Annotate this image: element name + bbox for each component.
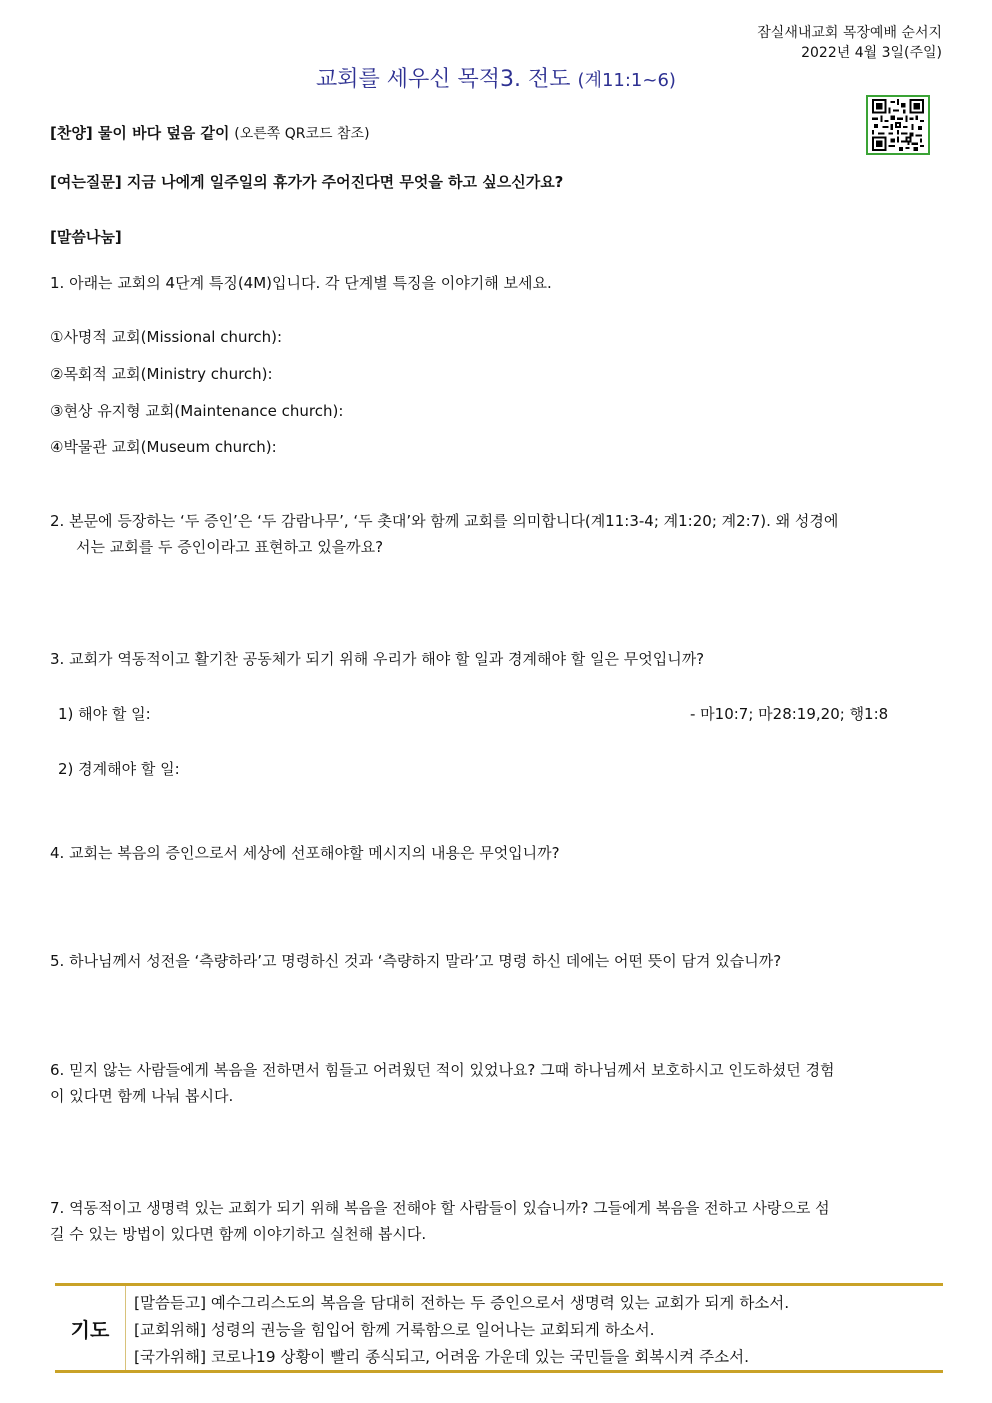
q6-line: 6. 믿지 않는 사람들에게 복음을 전하면서 힘들고 어려웠던 적이 있었나요? 그때 하나님께서 보호하시고 인도하셨던 경험 [50, 1061, 835, 1079]
section-label: [말씀나눔] [50, 228, 122, 246]
header-organization: 잠실새내교회 목장예배 순서지 [757, 25, 942, 41]
qr-code[interactable] [866, 95, 930, 155]
q2-line: 서는 교회를 두 증인이라고 표현하고 있을까요? [76, 538, 384, 556]
question-6 [50, 1057, 942, 1109]
qr-code-icon [870, 99, 926, 151]
question-2 [50, 508, 942, 560]
prayer-label: 기도 [55, 1286, 126, 1370]
page-title [0, 62, 992, 93]
title-scripture-ref: (계11:1~6) [577, 70, 676, 91]
prayer-lines [126, 1286, 943, 1370]
prayer-line: [국가위해] 코로나19 상황이 빨리 종식되고, 어려움 가운데 있는 국민들을 회복시켜 주소서. [134, 1348, 749, 1366]
prayer-box [55, 1283, 943, 1373]
question-1: 1. 아래는 교회의 4단계 특징(4M)입니다. 각 단계별 특징을 이야기해 보세요. [50, 274, 552, 292]
q7-line: 7. 역동적이고 생명력 있는 교회가 되기 위해 복음을 전해야 할 사람들이 있습니까? 그들에게 복음을 전하고 사랑으로 섬 [50, 1199, 830, 1217]
header-date: 2022년 4월 3일(주일) [801, 45, 942, 61]
q6-line: 이 있다면 함께 나눠 봅시다. [50, 1087, 234, 1105]
q1-item: ③현상 유지형 교회(Maintenance church): [50, 402, 344, 420]
prayer-line: [말씀듣고] 예수그리스도의 복음을 담대히 전하는 두 증인으로서 생명력 있는 교회가 되게 하소서. [134, 1294, 790, 1312]
title-main: 교회를 세우신 목적3. 전도 [316, 67, 571, 92]
q7-line: 길 수 있는 방법이 있다면 함께 이야기하고 실천해 봅시다. [50, 1225, 427, 1243]
opening-question: [여는질문] 지금 나에게 일주일의 휴가가 주어진다면 무엇을 하고 싶으신가요? [50, 173, 564, 191]
praise-line [50, 122, 370, 143]
praise-note: (오른쪽 QR코드 참조) [234, 126, 370, 142]
q3-sub-todo: 1) 해야 할 일: [58, 705, 151, 723]
q1-item: ①사명적 교회(Missional church): [50, 328, 282, 346]
q1-item: ②목회적 교회(Ministry church): [50, 365, 273, 383]
q1-item: ④박물관 교회(Museum church): [50, 438, 277, 456]
praise-title: [찬양] 물이 바다 덮음 같이 [50, 124, 230, 142]
question-5: 5. 하나님께서 성전을 ‘측량하라’고 명령하신 것과 ‘측량하지 말라’고 명령 하신 데에는 어떤 뜻이 담겨 있습니까? [50, 952, 782, 970]
q2-line: 2. 본문에 등장하는 ‘두 증인’은 ‘두 감람나무’, ‘두 촛대’와 함께 교회를 의미합니다(계11:3-4; 계1:20; 계2:7). 왜 성경에 [50, 512, 839, 530]
question-4: 4. 교회는 복음의 증인으로서 세상에 선포해야할 메시지의 내용은 무엇입니까? [50, 844, 560, 862]
prayer-line: [교회위해] 성령의 권능을 힘입어 함께 거룩함으로 일어나는 교회되게 하소서. [134, 1321, 655, 1339]
question-7 [50, 1195, 942, 1247]
question-3: 3. 교회가 역동적이고 활기찬 공동체가 되기 위해 우리가 해야 할 일과 경계해야 할 일은 무엇입니까? [50, 650, 705, 668]
q3-sub-beware: 2) 경계해야 할 일: [58, 760, 180, 778]
q3-sub-todo-ref: - 마10:7; 마28:19,20; 행1:8 [690, 705, 889, 723]
